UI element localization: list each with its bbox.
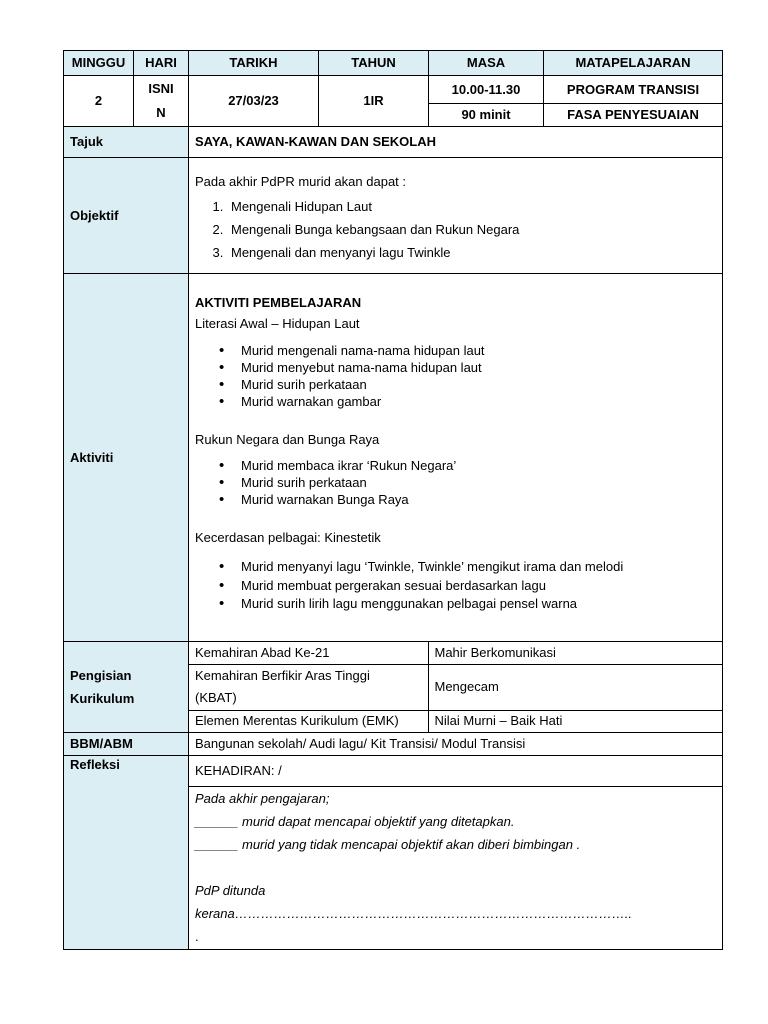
lesson-plan-table (63, 50, 723, 950)
header-tarikh: TARIKH (189, 51, 319, 76)
fasa-value: FASA PENYESUAIAN (544, 104, 723, 127)
bbm-value: Bangunan sekolah/ Audi lagu/ Kit Transisi/ Modul Transisi (189, 733, 723, 756)
kbat-value: Mengecam (428, 664, 722, 710)
objektif-item: 1. Mengenali Hidupan Laut (227, 195, 716, 218)
sec2-title: Rukun Negara dan Bunga Raya (195, 432, 380, 447)
pengisian-table (189, 642, 722, 732)
sec1-title: Literasi Awal – Hidupan Laut (195, 316, 360, 331)
emk-value: Nilai Murni – Baik Hati (428, 710, 722, 732)
sec1-item: • Murid menyebut nama-nama hidupan laut (241, 359, 716, 376)
hari-value (134, 76, 189, 127)
emk-label: Elemen Merentas Kurikulum (EMK) (189, 710, 428, 732)
objektif-intro: Pada akhir PdPR murid akan dapat : (195, 174, 407, 189)
sec1-item: • Murid mengenali nama-nama hidupan laut (241, 342, 716, 359)
aktiviti-content (189, 274, 723, 642)
refleksi-line2: ______ murid dapat mencapai objektif yang ditetapkan. (195, 814, 515, 829)
sec2-item: • Murid warnakan Bunga Raya (241, 491, 716, 508)
tahun-value: 1IR (319, 76, 429, 127)
sec1-item: • Murid warnakan gambar (241, 393, 716, 410)
pengisian-content (189, 642, 723, 733)
pengisian-row-3 (189, 710, 722, 732)
masa-value: 10.00-11.30 (429, 76, 544, 104)
pengisian-label (64, 642, 189, 733)
refleksi-line5: kerana……………………………………………………………………………….. (195, 906, 632, 921)
header-tahun: TAHUN (319, 51, 429, 76)
abad21-label: Kemahiran Abad Ke-21 (189, 642, 428, 664)
bbm-row (64, 733, 723, 756)
header-row (64, 51, 723, 76)
aktiviti-label: Aktiviti (64, 274, 189, 642)
sec3-title: Kecerdasan pelbagai: Kinestetik (195, 530, 381, 545)
pengisian-row-2 (189, 664, 722, 710)
sec1-item: • Murid surih perkataan (241, 376, 716, 393)
tarikh-value: 27/03/23 (189, 76, 319, 127)
kbat-label-line2: (KBAT) (195, 690, 237, 705)
aktiviti-row (64, 274, 723, 642)
pengisian-row-1 (189, 642, 722, 664)
info-row (64, 76, 723, 104)
pengisian-label-line1: Pengisian (70, 668, 132, 683)
minggu-value: 2 (64, 76, 134, 127)
header-hari: HARI (134, 51, 189, 76)
header-masa: MASA (429, 51, 544, 76)
refleksi-line3: ______ murid yang tidak mencapai objektif akan diberi bimbingan . (195, 837, 581, 852)
pengisian-row (64, 642, 723, 733)
tajuk-row (64, 127, 723, 158)
kbat-label (189, 664, 428, 710)
objektif-row (64, 158, 723, 274)
objektif-list (195, 195, 716, 264)
kehadiran: KEHADIRAN: / (189, 756, 723, 787)
objektif-item: 3. Mengenali dan menyanyi lagu Twinkle (227, 241, 716, 264)
objektif-label: Objektif (64, 158, 189, 274)
refleksi-line1: Pada akhir pengajaran; (195, 791, 330, 806)
header-matapelajaran: MATAPELAJARAN (544, 51, 723, 76)
hari-value-line1: ISNI (148, 81, 174, 96)
bbm-label: BBM/ABM (64, 733, 189, 756)
sec1-list (195, 342, 716, 410)
sec3-list (195, 558, 716, 614)
objektif-content (189, 158, 723, 274)
sec3-item: • Murid menyanyi lagu ‘Twinkle, Twinkle’ mengikut irama dan melodi (241, 558, 716, 577)
tajuk-value: SAYA, KAWAN-KAWAN DAN SEKOLAH (189, 127, 723, 158)
subjek-value: PROGRAM TRANSISI (544, 76, 723, 104)
tajuk-label: Tajuk (64, 127, 189, 158)
objektif-item: 2. Mengenali Bunga kebangsaan dan Rukun Negara (227, 218, 716, 241)
sec2-item: • Murid surih perkataan (241, 474, 716, 491)
sec2-list (195, 457, 716, 508)
refleksi-row (64, 756, 723, 787)
aktiviti-heading: AKTIVITI PEMBELAJARAN (195, 295, 362, 310)
refleksi-notes (189, 787, 723, 950)
refleksi-line4: PdP ditunda (195, 883, 266, 898)
sec2-item: • Murid membaca ikrar ‘Rukun Negara’ (241, 457, 716, 474)
refleksi-label: Refleksi (64, 756, 189, 950)
refleksi-line6: . (195, 929, 199, 944)
hari-value-line2: N (156, 105, 166, 120)
abad21-value: Mahir Berkomunikasi (428, 642, 722, 664)
pengisian-label-line2: Kurikulum (70, 691, 135, 706)
masa-duration: 90 minit (429, 104, 544, 127)
header-minggu: MINGGU (64, 51, 134, 76)
sec3-item: • Murid membuat pergerakan sesuai berdasarkan lagu (241, 577, 716, 596)
kbat-label-line1: Kemahiran Berfikir Aras Tinggi (195, 668, 370, 683)
sec3-item: • Murid surih lirih lagu menggunakan pelbagai pensel warna (241, 595, 716, 614)
